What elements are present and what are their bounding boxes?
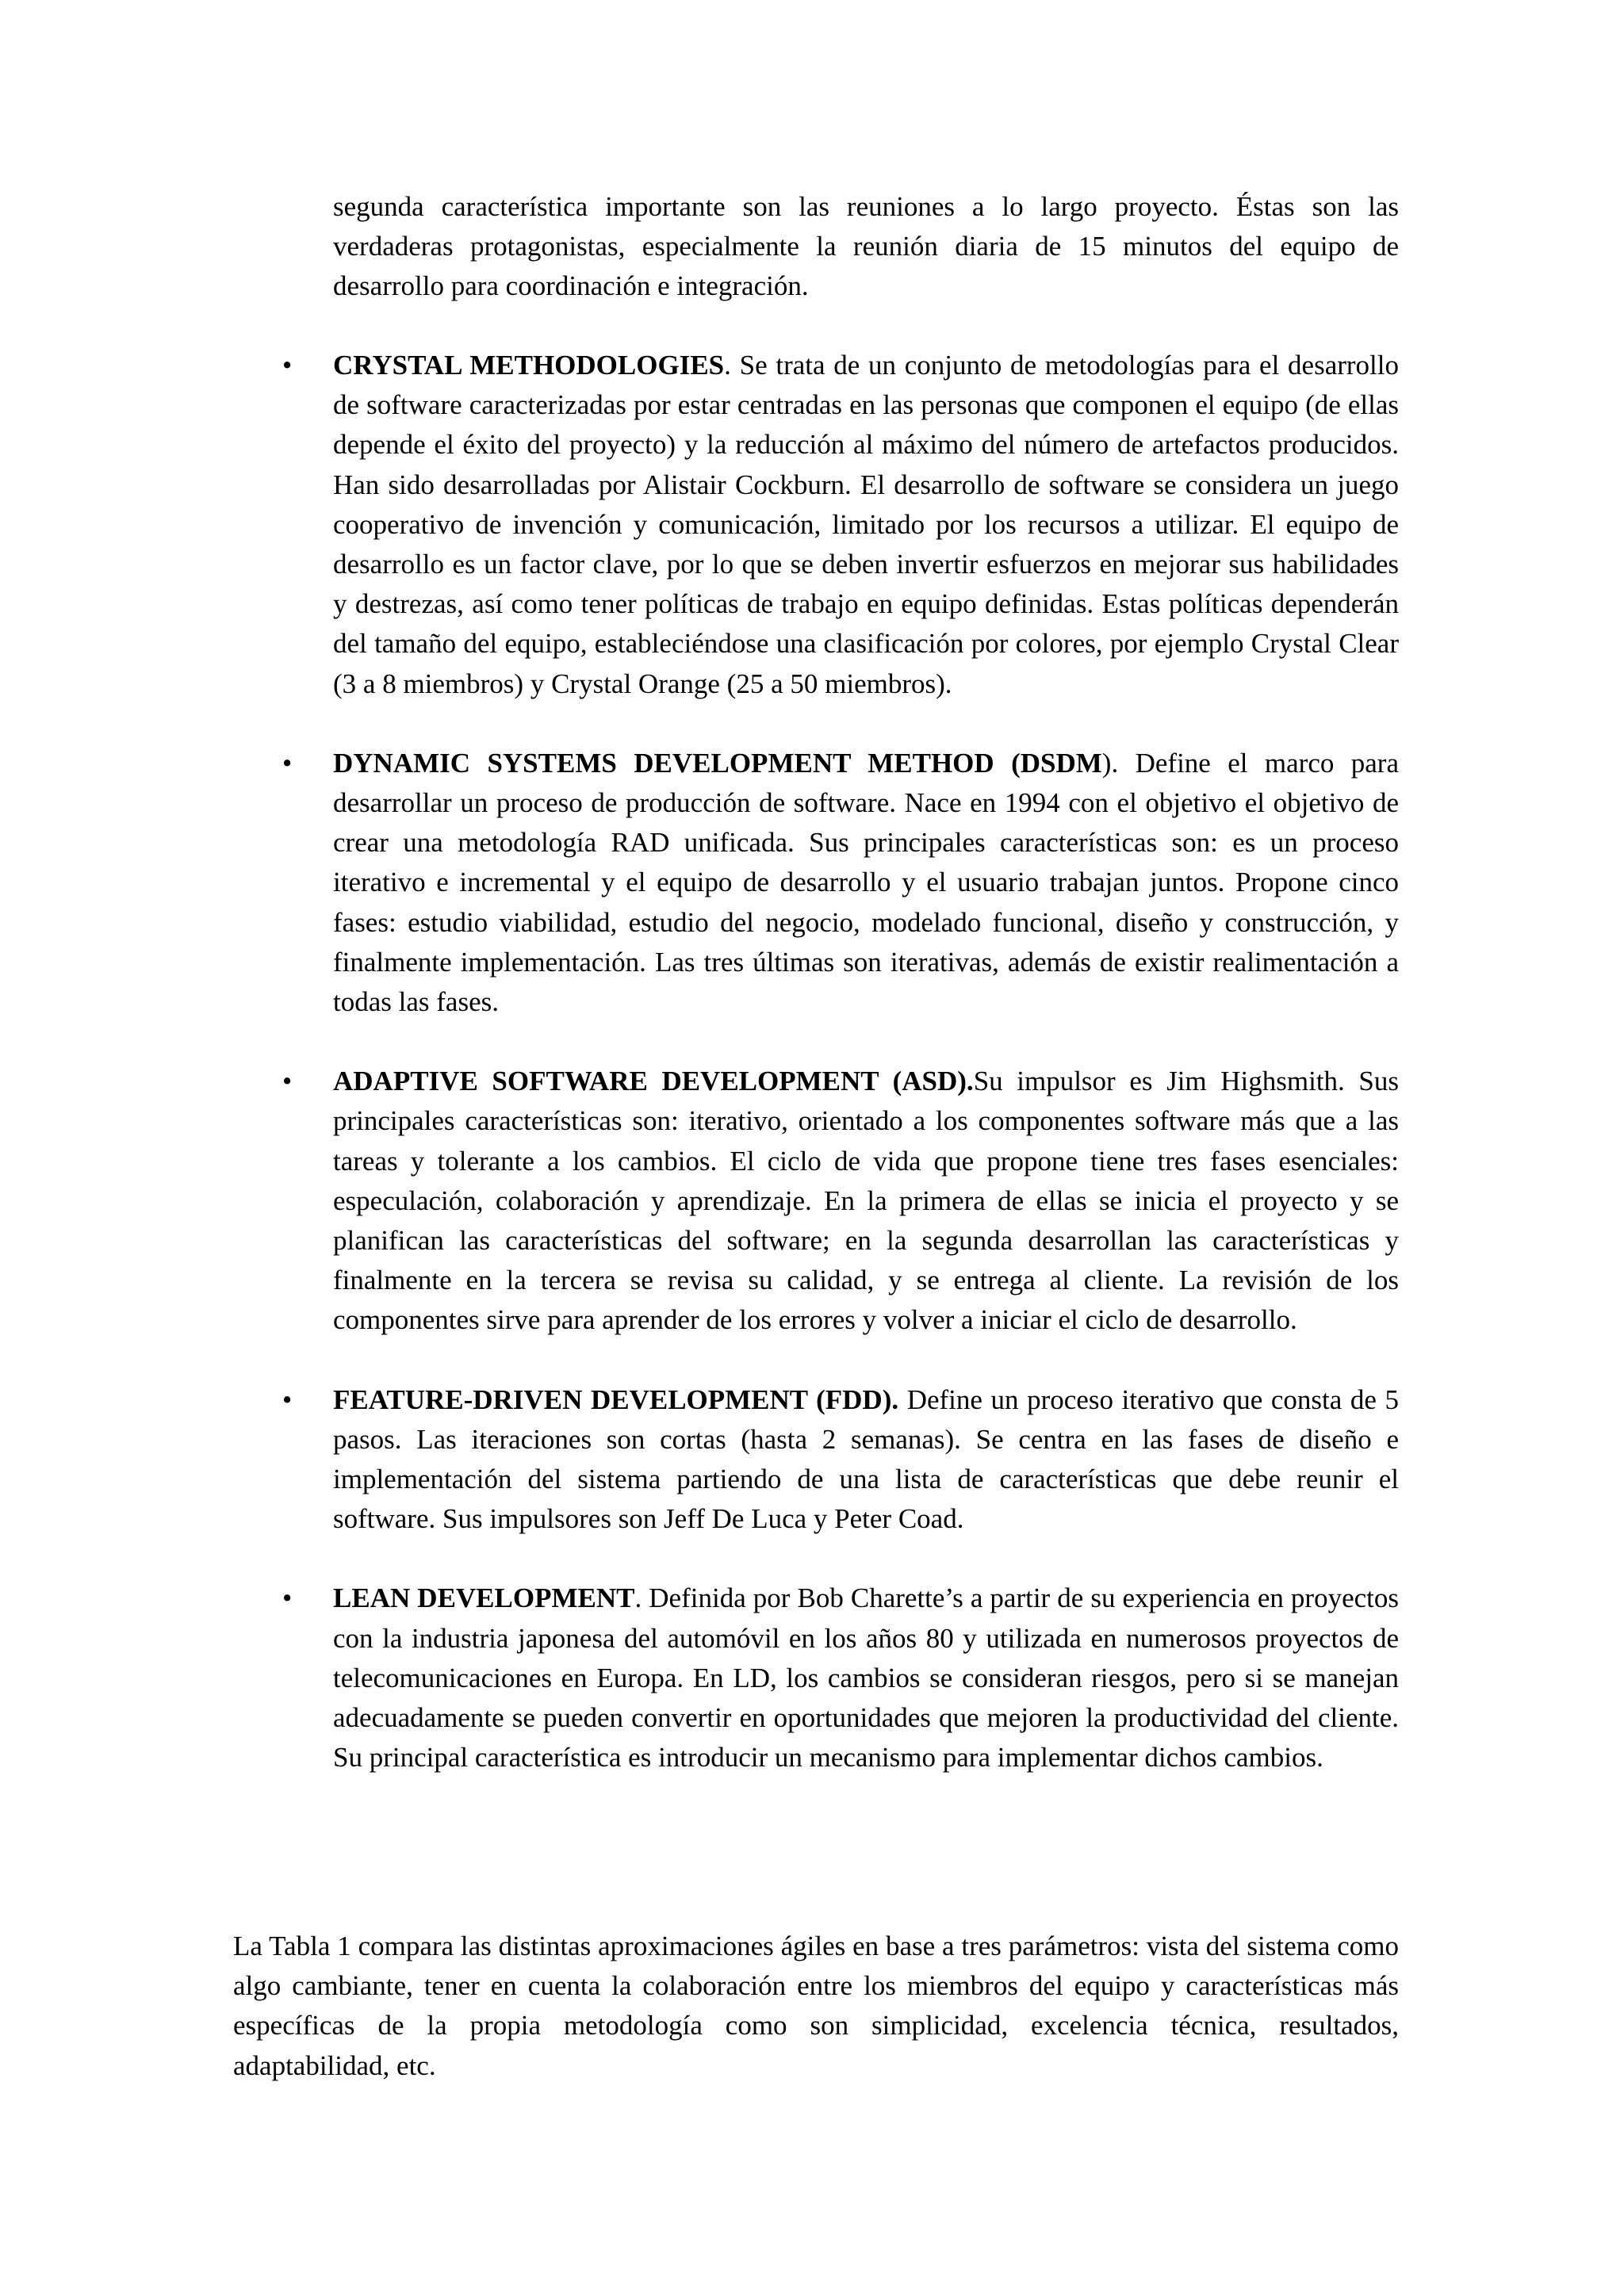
methodology-description: . Definida por Bob Charette’s a partir de su experiencia en proyectos con la industria japonesa del automóvil en los años 80 y utilizada en numerosos proyectos de telecomunicaciones en Europa. En LD, los cambios se consideran riesgos, pero si se manejan adecuadamente se pueden convertir en oportunidades que mejoren la productividad del cliente. Su principal característica es introducir un mecanismo para implementar dichos cambios. — [333, 1582, 1399, 1774]
list-item-crystal — [262, 346, 1399, 704]
methodology-description: Define un proceso iterativo que consta de 5 pasos. Las iteraciones son cortas (hasta 2 semanas). Se centra en las fases de diseño e implementación del sistema partiendo de una lista de características que debe reunir el software. Sus impulsores son Jeff De Luca y Peter Coad. — [333, 1383, 1399, 1535]
list-item-text — [333, 1578, 1399, 1777]
bullet-icon: • — [282, 747, 293, 779]
list-item-text — [333, 346, 1399, 704]
methodology-description: ). Define el marco para desarrollar un proceso de producción de software. Nace en 1994 con el objetivo el objetivo de crear una metodología RAD unificada. Sus principales características son: es un proceso iterativo e incremental y el equipo de desarrollo y el usuario trabajan juntos. Propone cinco fases: estudio viabilidad, estudio del negocio, modelado funcional, diseño y construcción, y finalmente implementación. Las tres últimas son iterativas, además de existir realimentación a todas las fases. — [333, 747, 1399, 1018]
list-item-text — [333, 1062, 1399, 1340]
closing-paragraph: La Tabla 1 compara las distintas aproximaciones ágiles en base a tres parámetros: vista del sistema como algo cambiante, tener en cuenta la colaboración entre los miembros del equipo y características más específicas de la propia metodología como son simplicidad, excelencia técnica, resultados, adaptabilidad, etc. — [233, 1931, 1399, 2081]
methodology-description: . Se trata de un conjunto de metodologías para el desarrollo de software caracterizadas por estar centradas en las personas que componen el equipo (de ellas depende el éxito del proyecto) y la reducción al máximo del número de artefactos producidos. Han sido desarrolladas por Alistair Cockburn. El desarrollo de software se considera un juego cooperativo de invención y comunicación, limitado por los recursos a utilizar. El equipo de desarrollo es un factor clave, por lo que se deben invertir esfuerzos en mejorar sus habilidades y destrezas, así como tener políticas de trabajo en equipo definidas. Estas políticas dependerán del tamaño del equipo, estableciéndose una clasificación por colores, por ejemplo Crystal Clear (3 a 8 miembros) y Crystal Orange (25 a 50 miembros). — [333, 350, 1399, 699]
list-item-lean — [262, 1578, 1399, 1777]
list-item-asd — [262, 1062, 1399, 1340]
list-item-fdd — [262, 1380, 1399, 1540]
bullet-icon: • — [282, 1383, 293, 1415]
methodology-term: CRYSTAL METHODOLOGIES — [333, 350, 725, 381]
list-item-dsdm — [262, 744, 1399, 1022]
methodology-term: LEAN DEVELOPMENT — [333, 1582, 635, 1614]
methodology-description: Su impulsor es Jim Highsmith. Sus principales características son: iterativo, orientado a los componentes software más que a las tareas y tolerante a los cambios. El ciclo de vida que propone tiene tres fases esenciales: especulación, colaboración y aprendizaje. En la primera de ellas se inicia el proyecto y se planifican las características del software; en la segunda desarrollan las características y finalmente en la tercera se revisa su calidad, y se entrega al cliente. La revisión de los componentes sirve para aprender de los errores y volver a iniciar el ciclo de desarrollo. — [333, 1066, 1399, 1336]
continuation-paragraph: segunda característica importante son las reuniones a lo largo proyecto. Éstas son las verdaderas protagonistas, especialmente la reunión diaria de 15 minutos del equipo de desarrollo para coordinación e integración. — [333, 191, 1399, 302]
bullet-icon: • — [282, 1066, 293, 1097]
methodology-term: FEATURE-DRIVEN DEVELOPMENT (FDD). — [333, 1383, 899, 1415]
list-item-text — [333, 744, 1399, 1022]
methodology-term: DYNAMIC SYSTEMS DEVELOPMENT METHOD (DSDM — [333, 747, 1102, 779]
bullet-icon: • — [282, 350, 293, 381]
list-item-text — [333, 1380, 1399, 1540]
methodology-term: ADAPTIVE SOFTWARE DEVELOPMENT (ASD). — [333, 1066, 974, 1097]
bullet-icon: • — [282, 1582, 293, 1614]
methodology-list — [262, 346, 1399, 1818]
